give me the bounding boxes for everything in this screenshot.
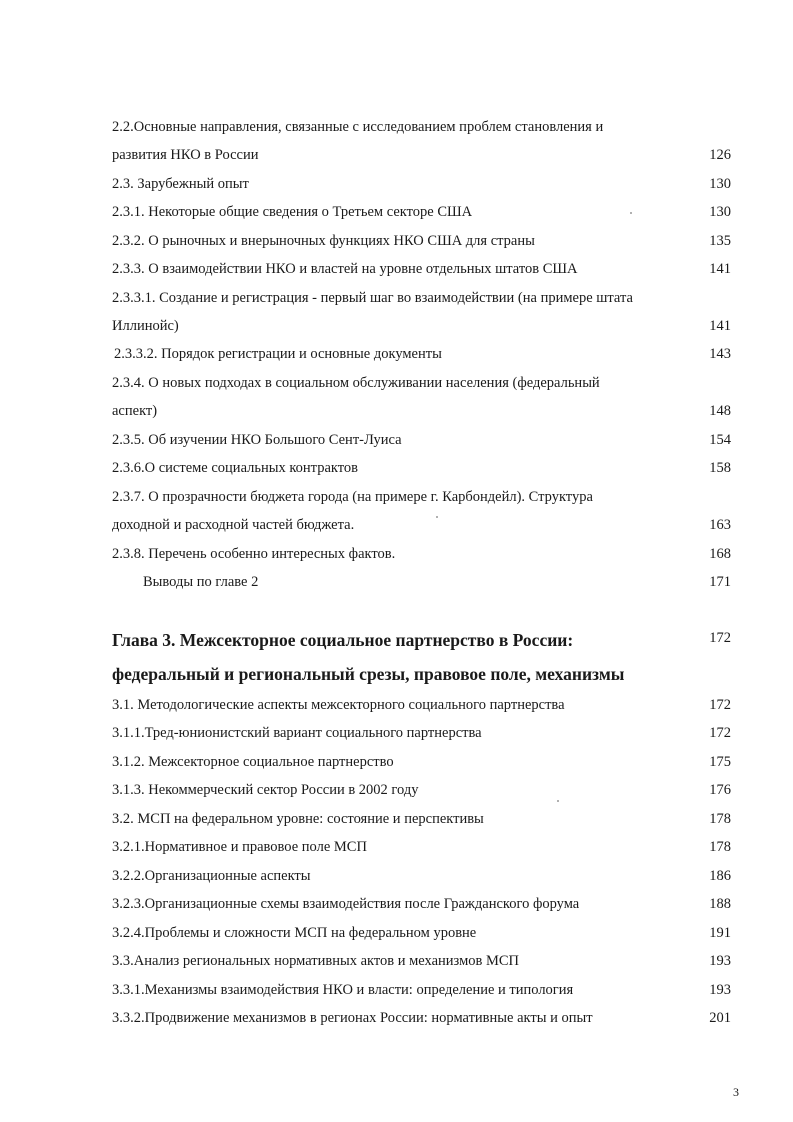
toc-entry-page: 172 (709, 725, 731, 741)
toc-entry-page: 191 (709, 925, 731, 941)
toc-entry-text: 2.3.3.2. Порядок регистрации и основные документы (114, 346, 442, 362)
toc-entry-page: 154 (709, 432, 731, 448)
page-number: 3 (733, 1085, 739, 1099)
chapter-heading-line1: Глава 3. Межсекторное социальное партнерство в России: (112, 630, 574, 650)
toc-entry-text: 2.3. Зарубежный опыт (112, 176, 249, 192)
toc-entry-page: 130 (709, 176, 731, 192)
toc-entry-page: 168 (709, 546, 731, 562)
toc-entry-page: 135 (709, 233, 731, 249)
toc-entry-text: 3.2.2.Организационные аспекты (112, 868, 311, 884)
toc-entry-text: 2.3.5. Об изучении НКО Большого Сент-Луиса (112, 432, 402, 448)
toc-entry-page: 193 (709, 953, 731, 969)
toc-entry-text: Иллинойс) (112, 318, 179, 334)
toc-entry-text: 2.3.3.1. Создание и регистрация - первый шаг во взаимодействии (на примере штата (112, 290, 633, 306)
toc-entry-text: 3.3.Анализ региональных нормативных актов и механизмов МСП (112, 953, 520, 969)
toc-entry-text: 3.1. Методологические аспекты межсекторного социального партнерства (112, 697, 565, 713)
chapter-heading-line2: федеральный и региональный срезы, правовое поле, механизмы (112, 664, 625, 684)
toc-entry-page: 141 (709, 261, 731, 277)
chapter-heading-page: 172 (709, 630, 731, 646)
toc-entry-text: Выводы по главе 2 (143, 574, 259, 590)
toc-entry-text: 2.3.2. О рыночных и внерыночных функциях НКО США для страны (112, 233, 535, 249)
toc-entry-page: 201 (709, 1010, 731, 1026)
toc-entry-page: 148 (709, 403, 731, 419)
toc-entry-page: 188 (709, 896, 731, 912)
toc-entry-text: аспект) (112, 403, 158, 419)
toc-entry-text: доходной и расходной частей бюджета. (112, 517, 355, 533)
toc-entry-text: 2.2.Основные направления, связанные с исследованием проблем становления и (112, 119, 604, 135)
toc-entry-page: 171 (709, 574, 731, 590)
toc-entry-text: 2.3.7. О прозрачности бюджета города (на примере г. Карбондейл). Структура (112, 489, 593, 505)
toc-entry-text: 3.1.2. Межсекторное социальное партнерство (112, 754, 394, 770)
toc-entry-page: 130 (709, 204, 731, 220)
toc-entry-text: 2.3.3. О взаимодействии НКО и властей на уровне отдельных штатов США (112, 261, 578, 277)
toc-entry-text: 2.3.1. Некоторые общие сведения о Третьем секторе США (112, 204, 473, 220)
toc-entry-text: 3.1.3. Некоммерческий сектор России в 2002 году (112, 782, 419, 798)
toc-entry-page: 143 (709, 346, 731, 362)
toc-entry-page: 176 (709, 782, 731, 798)
toc-entry-text: 3.3.1.Механизмы взаимодействия НКО и власти: определение и типология (112, 982, 574, 998)
toc-entry-page: 178 (709, 811, 731, 827)
toc-entry-text: 3.2. МСП на федеральном уровне: состояние и перспективы (112, 811, 484, 827)
toc-entry-text: развития НКО в России (112, 147, 259, 163)
toc-entry-page: 175 (709, 754, 731, 770)
toc-entry-page: 193 (709, 982, 731, 998)
toc-entry-text: 3.1.1.Тред-юнионистский вариант социального партнерства (112, 725, 482, 741)
toc-entry-page: 126 (709, 147, 731, 163)
toc-entry-text: 3.2.3.Организационные схемы взаимодействия после Гражданского форума (112, 896, 580, 912)
toc-entry-page: 158 (709, 460, 731, 476)
toc-entry-page: 178 (709, 839, 731, 855)
toc-entry-page: 163 (709, 517, 731, 533)
toc-entry-page: 186 (709, 868, 731, 884)
scan-speck (557, 800, 559, 802)
toc-entry-page: 141 (709, 318, 731, 334)
toc-entry-text: 2.3.4. О новых подходах в социальном обслуживании населения (федеральный (112, 375, 600, 391)
toc-entry-text: 3.2.4.Проблемы и сложности МСП на федеральном уровне (112, 925, 477, 941)
toc-entry-text: 3.3.2.Продвижение механизмов в регионах России: нормативные акты и опыт (112, 1010, 593, 1026)
toc-entry-text: 2.3.8. Перечень особенно интересных фактов. (112, 546, 396, 562)
scan-speck (436, 516, 438, 518)
toc-entry-page: 172 (709, 697, 731, 713)
toc-entry-text: 3.2.1.Нормативное и правовое поле МСП (112, 839, 367, 855)
scan-speck (630, 212, 632, 214)
toc-entry-text: 2.3.6.О системе социальных контрактов (112, 460, 358, 476)
